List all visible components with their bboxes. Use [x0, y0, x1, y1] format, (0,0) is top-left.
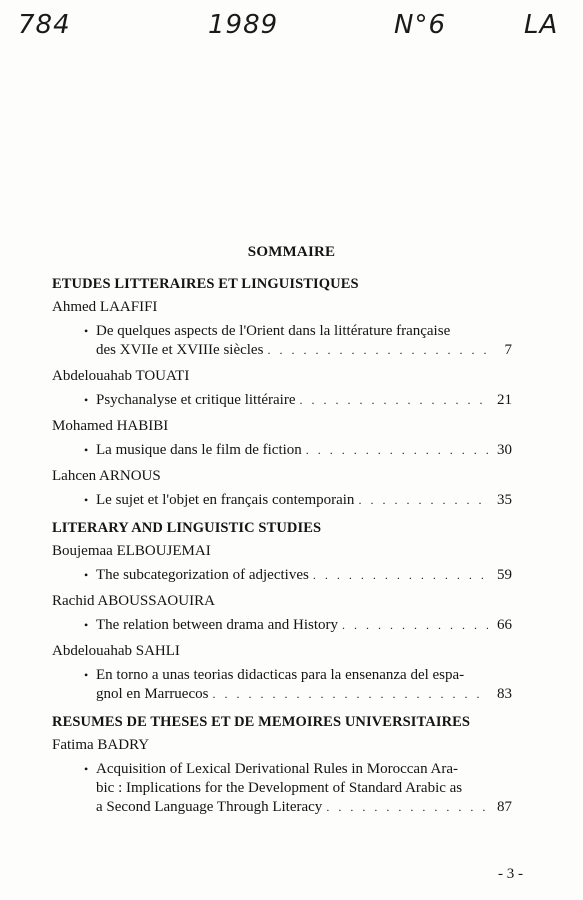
toc-entry — [52, 566, 512, 585]
page-ref: 83 — [497, 686, 512, 702]
bullet-icon: • — [84, 443, 89, 457]
page-ref: 21 — [497, 392, 512, 408]
section-heading: RESUMES DE THESES ET DE MEMOIRES UNIVERSITAIRES — [52, 714, 471, 730]
dot-leader — [313, 566, 488, 585]
page-ref: 66 — [497, 617, 512, 633]
bullet-icon: • — [84, 393, 89, 407]
entry-title-line: La musique dans le film de fiction — [96, 442, 302, 458]
author-name: Abdelouahab SAHLI — [52, 643, 180, 659]
author-name: Abdelouahab TOUATI — [52, 368, 190, 384]
page-ref: 59 — [497, 567, 512, 583]
page-title: SOMMAIRE — [247, 244, 336, 260]
dot-leader — [326, 798, 488, 817]
dot-leader — [212, 685, 488, 704]
author-name: Fatima BADRY — [52, 737, 150, 753]
bullet-icon: • — [84, 568, 89, 582]
entry-title-line: Acquisition of Lexical Derivational Rules in Moroccan Ara- — [96, 761, 458, 777]
dot-leader — [342, 616, 488, 635]
page-ref: 87 — [497, 799, 512, 815]
table-of-contents — [52, 276, 512, 825]
section-heading: LITERARY AND LINGUISTIC STUDIES — [52, 520, 322, 536]
toc-entry — [52, 760, 512, 817]
author-name: Rachid ABOUSSAOUIRA — [52, 593, 215, 609]
handwritten-year: 1989 — [208, 10, 279, 40]
entry-title-line: a Second Language Through Literacy — [96, 799, 323, 815]
toc-entry — [52, 441, 512, 460]
author-name: Mohamed HABIBI — [52, 418, 169, 434]
section-heading: ETUDES LITTERAIRES ET LINGUISTIQUES — [52, 276, 359, 292]
bullet-icon: • — [84, 668, 89, 682]
entry-title-line: Psychanalyse et critique littéraire — [96, 392, 296, 408]
dot-leader — [300, 391, 488, 410]
entry-title-line: bic : Implications for the Development of Standard Arabic as — [96, 780, 463, 796]
entry-title-line: En torno a unas teorias didacticas para la ensenanza del espa- — [96, 667, 465, 683]
handwritten-code: LA — [524, 10, 559, 40]
toc-entry — [52, 391, 512, 410]
author-name: Ahmed LAAFIFI — [52, 299, 158, 315]
toc-entry — [52, 491, 512, 510]
toc-entry — [52, 616, 512, 635]
entry-title-line: The subcategorization of adjectives — [96, 567, 309, 583]
entry-title-line: The relation between drama and History — [96, 617, 338, 633]
author-name: Lahcen ARNOUS — [52, 468, 161, 484]
author-name: Boujemaa ELBOUJEMAI — [52, 543, 211, 559]
toc-entry — [52, 322, 512, 360]
page-ref: 7 — [504, 342, 512, 358]
page-number: - 3 - — [498, 866, 523, 882]
entry-title-line: gnol en Marruecos — [96, 686, 209, 702]
entry-title-line: Le sujet et l'objet en français contemporain — [96, 492, 355, 508]
bullet-icon: • — [84, 324, 89, 338]
dot-leader — [358, 491, 488, 510]
toc-entry — [52, 666, 512, 704]
bullet-icon: • — [84, 493, 89, 507]
bullet-icon: • — [84, 618, 89, 632]
dot-leader — [306, 441, 488, 460]
handwritten-number: 784 — [18, 10, 71, 40]
entry-title-line: De quelques aspects de l'Orient dans la littérature française — [96, 323, 451, 339]
bullet-icon: • — [84, 762, 89, 776]
handwritten-issue: N°6 — [394, 10, 446, 40]
page-ref: 35 — [497, 492, 512, 508]
page-ref: 30 — [497, 442, 512, 458]
dot-leader — [267, 341, 488, 360]
entry-title-line: des XVIIe et XVIIIe siècles — [96, 342, 264, 358]
